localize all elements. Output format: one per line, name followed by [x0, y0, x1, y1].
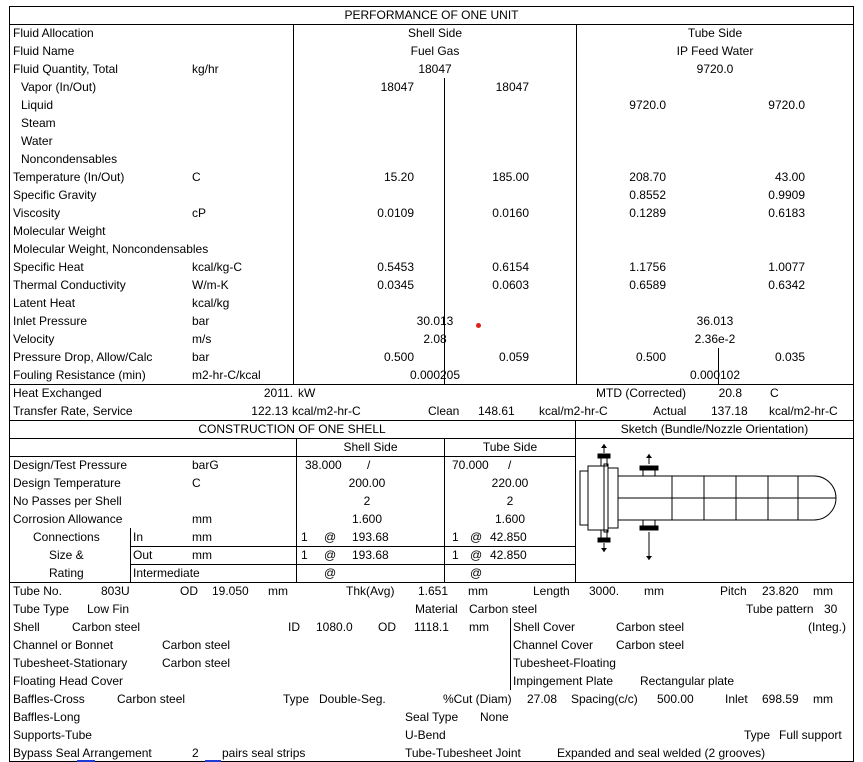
transfer-rate-label: Transfer Rate, Service — [13, 404, 133, 418]
mtd-value: 20.8 — [718, 386, 742, 400]
perf-row-s_in: 15.20 — [383, 170, 414, 184]
rule — [9, 420, 854, 421]
perf-row-unit: m2-hr-C/kcal — [192, 368, 261, 382]
rule — [130, 546, 575, 547]
tube-material-label: Material — [415, 602, 458, 616]
perf-row-unit: kg/hr — [192, 62, 219, 76]
corrosion-label: Corrosion Allowance — [13, 512, 123, 526]
corrosion-shell: 1.600 — [351, 512, 383, 526]
baffles-cross-material: Carbon steel — [117, 692, 186, 706]
perf-row-t_out: 9720.0 — [768, 98, 805, 112]
baffles-long-label: Baffles-Long — [13, 710, 81, 724]
performance-title: PERFORMANCE OF ONE UNIT — [344, 8, 519, 22]
perf-row-unit: C — [192, 170, 201, 184]
shell-od-label: OD — [378, 620, 396, 634]
channel-cover-label: Channel Cover — [513, 638, 594, 652]
perf-row-tube: 9720.0 — [696, 62, 734, 76]
perf-row-label: Inlet Pressure — [13, 314, 88, 328]
perf-row-shell: Fuel Gas — [410, 44, 460, 58]
shell-side-header: Shell Side — [407, 26, 463, 40]
support-type-label: Type — [744, 728, 771, 742]
col-c-tube — [444, 438, 445, 582]
conn-in-shell-qty: 1 — [301, 530, 308, 544]
tubesheet-stat-label: Tubesheet-Stationary — [13, 656, 128, 670]
heat-exchanged-value: 2011. — [263, 386, 293, 400]
impingement-value: Rectangular plate — [640, 674, 735, 688]
corrosion-unit: mm — [192, 512, 212, 526]
perf-row-label: Thermal Conductivity — [13, 278, 126, 292]
perf-row-shell: 30.013 — [416, 314, 454, 328]
perf-row-label: Fluid Name — [13, 44, 75, 58]
baffles-inlet: 698.59 — [762, 692, 799, 706]
perf-row-label: Noncondensables — [21, 152, 118, 166]
heat-exchanged-unit: kW — [298, 386, 316, 400]
perf-row-s_out: 0.6154 — [492, 260, 529, 274]
perf-row-t_in: 0.8552 — [629, 188, 666, 202]
perf-row-t_in: 0.500 — [635, 350, 666, 364]
flange-fill — [640, 466, 658, 470]
border-top — [9, 6, 854, 7]
tube-pitch-label: Pitch — [720, 584, 747, 598]
bundle-sketch — [576, 440, 853, 582]
seal-type-label: Seal Type — [405, 710, 459, 724]
perf-row-shell: 18047 — [418, 62, 452, 76]
baffles-inlet-label: Inlet — [725, 692, 748, 706]
floating-head-label: Floating Head Cover — [13, 674, 124, 688]
col-tube-left — [576, 24, 577, 384]
bypass-unit: pairs seal strips — [222, 746, 306, 760]
construction-tube-side: Tube Side — [482, 440, 538, 454]
tubesheet — [604, 464, 608, 532]
conn-in-unit: mm — [192, 530, 212, 544]
conn-out-unit: mm — [192, 548, 212, 562]
tube-thk-unit: mm — [468, 584, 488, 598]
conn-in-tube-size: 42.850 — [490, 530, 527, 544]
arrowhead-icon — [646, 556, 652, 560]
baffles-cut: 27.08 — [527, 692, 558, 706]
mtd-unit: C — [770, 386, 779, 400]
perf-row-label: Viscosity — [13, 206, 61, 220]
rating-label: Rating — [49, 566, 84, 580]
perf-row-unit: bar — [192, 350, 210, 364]
perf-row-label: Temperature (In/Out) — [13, 170, 125, 184]
tubesheet-stat: Carbon steel — [162, 656, 231, 670]
perf-row-unit: m/s — [192, 332, 212, 346]
design-temp-tube: 220.00 — [491, 476, 529, 490]
design-pressure-label: Design/Test Pressure — [13, 458, 128, 472]
conn-out-shell-qty: 1 — [301, 548, 308, 562]
tube-length-unit: mm — [644, 584, 664, 598]
arrowhead-icon — [601, 548, 607, 552]
conn-out-shell-at: @ — [324, 548, 337, 562]
channel-label: Channel or Bonnet — [13, 638, 114, 652]
shell-unit: mm — [469, 620, 489, 634]
ubend-label: U-Bend — [405, 728, 446, 742]
joint-label: Tube-Tubesheet Joint — [405, 746, 521, 760]
rule — [9, 582, 854, 583]
channel-flange — [580, 471, 588, 525]
shell-cover-label: Shell Cover — [513, 620, 576, 634]
supports-label: Supports-Tube — [13, 728, 92, 742]
flange-fill — [598, 454, 610, 458]
baffles-cut-label: %Cut (Diam) — [443, 692, 512, 706]
perf-row-s_out: 0.059 — [498, 350, 529, 364]
perf-row-label: Velocity — [13, 332, 55, 346]
perf-row-shell: 0.000205 — [409, 368, 461, 382]
flange-fill — [640, 526, 658, 530]
perf-row-t_out: 1.0077 — [768, 260, 805, 274]
design-pressure-sep-2: / — [508, 458, 512, 472]
tube-no-label: Tube No. — [13, 584, 62, 598]
perf-row-label: Vapor (In/Out) — [21, 80, 97, 94]
perf-row-unit: kcal/kg — [192, 296, 230, 310]
baffles-spacing: 500.00 — [657, 692, 694, 706]
baffles-inlet-unit: mm — [813, 692, 833, 706]
perf-row-unit: bar — [192, 314, 210, 328]
perf-row-unit: kcal/kg-C — [192, 260, 243, 274]
conn-in-label: In — [133, 530, 144, 544]
clean-value: 148.61 — [478, 404, 515, 418]
shell-flange — [608, 468, 618, 528]
perf-row-t_out: 0.6183 — [768, 206, 805, 220]
baffles-spacing-label: Spacing(c/c) — [571, 692, 638, 706]
perf-row-s_in: 0.5453 — [377, 260, 414, 274]
perf-row-label: Pressure Drop, Allow/Calc — [13, 350, 153, 364]
tube-od-label: OD — [180, 584, 198, 598]
conn-in-shell-at: @ — [324, 530, 337, 544]
col-c-shell — [296, 438, 297, 582]
perf-row-label: Molecular Weight, Noncondensables — [13, 242, 209, 256]
conn-out-tube-qty: 1 — [452, 548, 459, 562]
baffles-type: Double-Seg. — [319, 692, 386, 706]
actual-label: Actual — [653, 404, 687, 418]
tube-pattern: 30 — [824, 602, 838, 616]
conn-inter-tube-at: @ — [470, 566, 483, 580]
perf-row-tube: IP Feed Water — [676, 44, 754, 58]
perf-row-label: Fouling Resistance (min) — [13, 368, 146, 382]
col-shell-left — [293, 24, 294, 384]
conn-in-tube-at: @ — [470, 530, 483, 544]
channel-material: Carbon steel — [162, 638, 231, 652]
tube-type-label: Tube Type — [13, 602, 70, 616]
tube-no: 803U — [101, 584, 130, 598]
perf-row-t_in: 0.1289 — [629, 206, 666, 220]
clean-label: Clean — [428, 404, 460, 418]
baffles-cross-label: Baffles-Cross — [13, 692, 85, 706]
rule — [9, 456, 575, 457]
perf-row-t_out: 0.6342 — [768, 278, 805, 292]
perf-row-label: Latent Heat — [13, 296, 76, 310]
perf-row-s_in: 0.0109 — [377, 206, 414, 220]
conn-out-label: Out — [133, 548, 153, 562]
perf-row-s_out: 185.00 — [492, 170, 529, 184]
clean-unit: kcal/m2-hr-C — [539, 404, 608, 418]
actual-unit: kcal/m2-hr-C — [769, 404, 838, 418]
perf-row-tube: 36.013 — [696, 314, 734, 328]
flange-fill — [598, 538, 610, 542]
perf-row-t_in: 208.70 — [629, 170, 666, 184]
sketch-title: Sketch (Bundle/Nozzle Orientation) — [620, 422, 809, 436]
channel-cover: Carbon steel — [616, 638, 685, 652]
tube-pattern-label: Tube pattern — [746, 602, 814, 616]
conn-out-tube-size: 42.850 — [490, 548, 527, 562]
perf-row-label: Molecular Weight — [13, 224, 106, 238]
corrosion-tube: 1.600 — [494, 512, 526, 526]
tube-length: 3000. — [589, 584, 620, 598]
conn-inter-label: Intermediate — [133, 566, 200, 580]
perf-row-label: Water — [21, 134, 53, 148]
red-dot-marker — [476, 323, 481, 328]
perf-row-tube: 0.000102 — [689, 368, 741, 382]
tube-side-header: Tube Side — [687, 26, 743, 40]
perf-row-unit: cP — [192, 206, 207, 220]
tubesheet-float-label: Tubesheet-Floating — [513, 656, 616, 670]
passes-label: No Passes per Shell — [13, 494, 122, 508]
perf-row-label: Specific Gravity — [13, 188, 97, 202]
arrowhead-icon — [646, 454, 652, 458]
channel — [588, 466, 604, 530]
tube-od-unit: mm — [268, 584, 288, 598]
design-pressure-sep: / — [367, 458, 371, 472]
shell-od: 1118.1 — [414, 620, 449, 634]
transfer-rate-value: 122.13 — [251, 404, 288, 418]
tube-thk-label: Thk(Avg) — [346, 584, 395, 598]
mtd-label: MTD (Corrected) — [596, 386, 687, 400]
tube-type: Low Fin — [87, 602, 130, 616]
passes-tube: 2 — [506, 494, 514, 508]
seal-type: None — [480, 710, 509, 724]
design-pressure-shell: 38.000 — [305, 458, 342, 472]
perf-row-s_in: 0.500 — [383, 350, 414, 364]
shell-outlet-nozzle — [643, 520, 655, 526]
arrowhead-icon — [601, 444, 607, 448]
perf-row-t_out: 43.00 — [774, 170, 805, 184]
transfer-rate-unit: kcal/m2-hr-C — [292, 404, 361, 418]
rule — [9, 24, 854, 25]
border-right — [853, 6, 854, 762]
joint-value: Expanded and seal welded (2 grooves) — [557, 746, 766, 760]
baffles-type-label: Type — [283, 692, 310, 706]
connections-label: Connections — [33, 530, 100, 544]
shell-material: Carbon steel — [72, 620, 141, 634]
shell-inlet-nozzle — [643, 470, 655, 476]
tube-pitch-unit: mm — [813, 584, 833, 598]
perf-row-unit: W/m-K — [192, 278, 229, 292]
conn-out-tube-at: @ — [470, 548, 483, 562]
perf-row-tube: 2.36e-2 — [694, 332, 736, 346]
design-temp-shell: 200.00 — [348, 476, 386, 490]
shell-cover: Carbon steel — [616, 620, 685, 634]
construction-shell-side: Shell Side — [343, 440, 398, 454]
perf-row-t_in: 0.6589 — [629, 278, 666, 292]
shell-id-label: ID — [288, 620, 300, 634]
perf-row-label: Steam — [21, 116, 56, 130]
design-pressure-unit: barG — [192, 458, 219, 472]
conn-inter-shell-at: @ — [324, 566, 337, 580]
border-left — [9, 6, 10, 762]
col-conn — [130, 528, 131, 582]
bypass-label: Bypass Seal Arrangement — [13, 746, 152, 760]
perf-row-s_in: 18047 — [380, 80, 414, 94]
bypass-value: 2 — [192, 746, 199, 760]
tube-material: Carbon steel — [469, 602, 538, 616]
tube-length-label: Length — [533, 584, 570, 598]
tube-thk: 1.651 — [418, 584, 449, 598]
rule — [9, 384, 854, 385]
perf-row-label: Liquid — [21, 98, 54, 112]
size-label: Size & — [49, 548, 84, 562]
heat-exchanged-label: Heat Exchanged — [13, 386, 102, 400]
impingement-label: Impingement Plate — [513, 674, 614, 688]
perf-row-s_out: 0.0603 — [492, 278, 529, 292]
shell-label: Shell — [13, 620, 40, 634]
conn-in-tube-qty: 1 — [452, 530, 459, 544]
perf-row-t_out: 0.9909 — [768, 188, 805, 202]
perf-row-label: Fluid Quantity, Total — [13, 62, 118, 76]
conn-in-shell-size: 193.68 — [352, 530, 389, 544]
shell-integ: (Integ.) — [808, 620, 847, 634]
design-pressure-tube: 70.000 — [452, 458, 489, 472]
design-temp-unit: C — [192, 476, 201, 490]
design-temp-label: Design Temperature — [13, 476, 121, 490]
shell-id: 1080.0 — [316, 620, 353, 634]
perf-row-s_out: 0.0160 — [492, 206, 529, 220]
passes-shell: 2 — [363, 494, 371, 508]
actual-value: 137.18 — [711, 404, 748, 418]
tube-od: 19.050 — [212, 584, 249, 598]
perf-row-label: Fluid Allocation — [13, 26, 94, 40]
perf-row-s_in: 0.0345 — [377, 278, 414, 292]
perf-row-t_out: 0.035 — [774, 350, 805, 364]
rule — [130, 564, 575, 565]
perf-row-s_out: 18047 — [495, 80, 529, 94]
col-right — [510, 618, 511, 690]
perf-row-t_in: 9720.0 — [629, 98, 666, 112]
perf-row-t_in: 1.1756 — [629, 260, 666, 274]
tube-pitch: 23.820 — [762, 584, 799, 598]
construction-title: CONSTRUCTION OF ONE SHELL — [198, 422, 386, 436]
rule — [9, 438, 854, 439]
conn-out-shell-size: 193.68 — [352, 548, 389, 562]
perf-row-label: Specific Heat — [13, 260, 84, 274]
support-type: Full support — [779, 728, 842, 742]
perf-row-shell: 2.08 — [423, 332, 447, 346]
